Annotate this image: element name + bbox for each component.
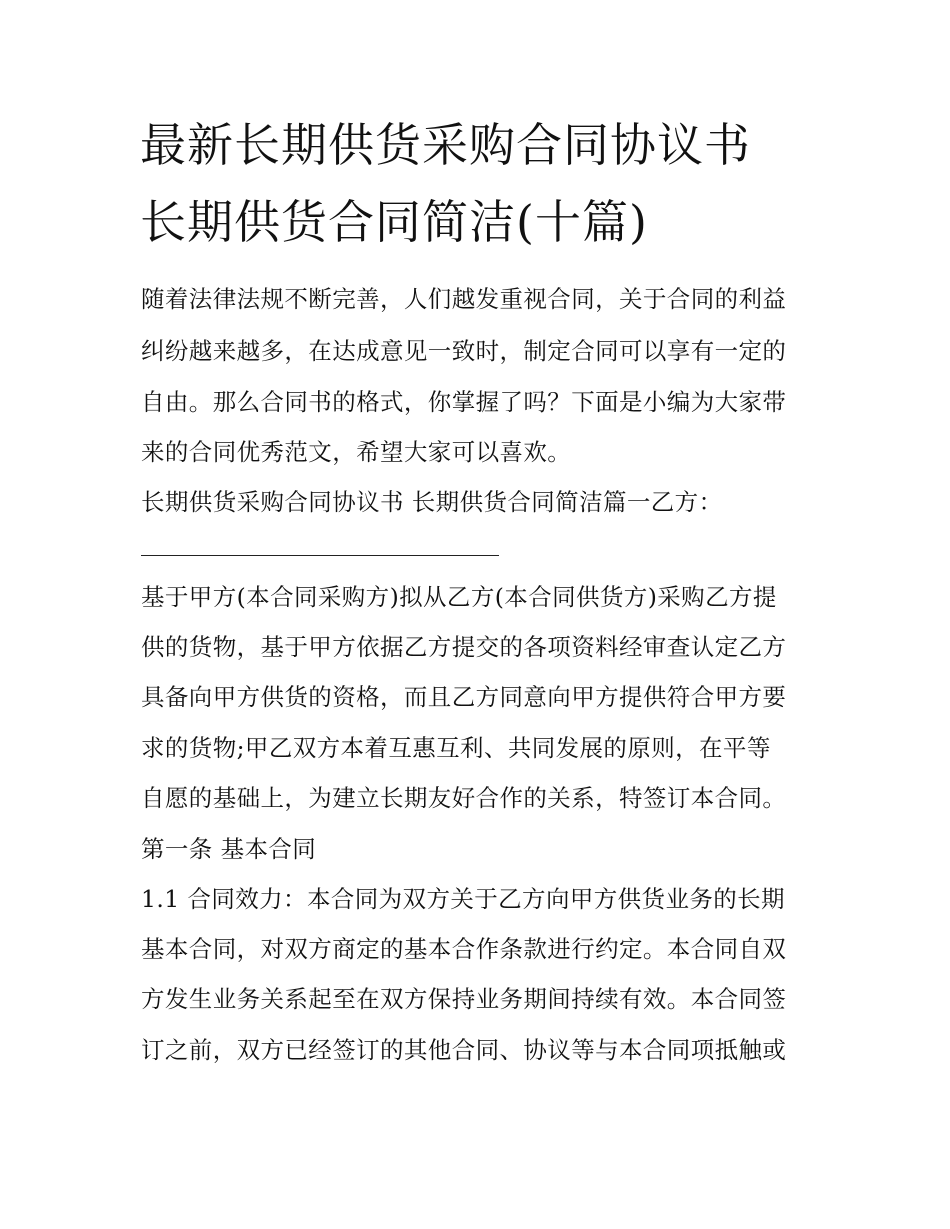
clause-paragraph-line: 订之前，双方已经签订的其他合同、协议等与本合同项抵触或 xyxy=(141,1036,787,1064)
signature-blank-line xyxy=(141,555,499,556)
intro-paragraph-line: 自由。那么合同书的格式，你掌握了吗？下面是小编为大家带 xyxy=(141,388,787,416)
contract-paragraph-line: 求的货物;甲乙双方本着互惠互利、共同发展的原则，在平等 xyxy=(141,734,771,762)
document-title-line-2: 长期供货合同简洁(十篇) xyxy=(140,195,648,249)
contract-paragraph-line: 供的货物，基于甲方依据乙方提交的各项资料经审查认定乙方 xyxy=(141,633,787,661)
contract-paragraph-line: 具备向甲方供货的资格，而且乙方同意向甲方提供符合甲方要 xyxy=(141,683,787,711)
document-title-line-1: 最新长期供货采购合同协议书 xyxy=(140,118,751,172)
intro-paragraph-line: 纠纷越来越多，在达成意见一致时，制定合同可以享有一定的 xyxy=(141,337,787,365)
section-heading-line: 长期供货采购合同协议书 长期供货合同简洁篇一乙方： xyxy=(141,488,723,516)
intro-paragraph-line: 随着法律法规不断完善，人们越发重视合同，关于合同的利益 xyxy=(141,285,787,313)
clause-paragraph-line: 方发生业务关系起至在双方保持业务期间持续有效。本合同签 xyxy=(141,985,787,1013)
clause-paragraph-line: 1.1 合同效力：本合同为双方关于乙方向甲方供货业务的长期 xyxy=(141,885,785,913)
contract-paragraph-line: 基于甲方(本合同采购方)拟从乙方(本合同供货方)采购乙方提 xyxy=(141,583,777,611)
contract-paragraph-line: 自愿的基础上，为建立长期友好合作的关系，特签订本合同。 xyxy=(141,784,787,812)
article-heading: 第一条 基本合同 xyxy=(141,835,317,863)
intro-paragraph-line: 来的合同优秀范文，希望大家可以喜欢。 xyxy=(141,438,572,466)
clause-paragraph-line: 基本合同，对双方商定的基本合作条款进行约定。本合同自双 xyxy=(141,935,787,963)
